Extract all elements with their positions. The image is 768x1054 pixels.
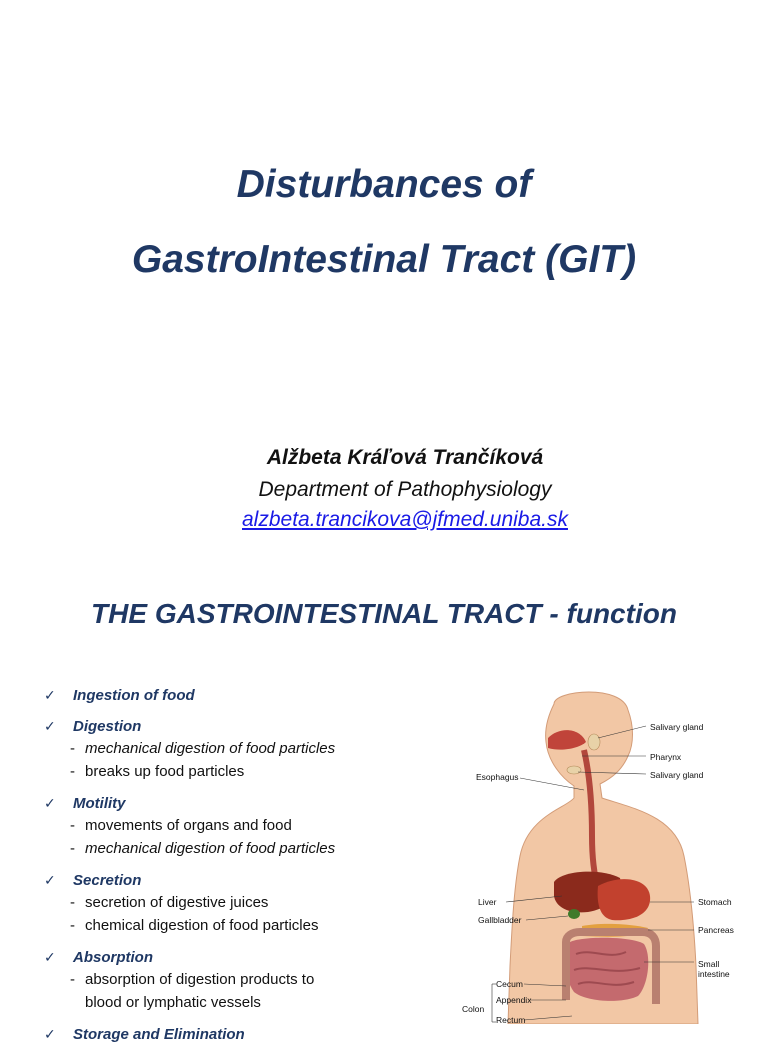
label-small-intestine-line-2: intestine: [698, 969, 730, 979]
author-name: Alžbeta Kráľová Trančíková: [266, 446, 544, 469]
function-item-absorption: [40, 946, 460, 1014]
sub-list: [40, 814, 460, 860]
author-email-link[interactable]: alzbeta.trancikova@jfmed.uniba.sk: [242, 508, 568, 531]
checkmark-icon: ✓: [44, 1025, 56, 1042]
sub-list: [40, 737, 460, 783]
function-label: Storage and Elimination: [73, 1025, 245, 1043]
label-esophagus: Esophagus: [476, 772, 519, 782]
checkmark-icon: ✓: [44, 794, 56, 811]
label-stomach: Stomach: [698, 897, 732, 907]
gallbladder-shape: [568, 909, 580, 919]
sub-item: - chemical digestion of food particles: [70, 917, 319, 934]
checkmark-icon: ✓: [44, 871, 56, 888]
label-salivary-gland-2: Salivary gland: [650, 770, 704, 780]
label-pancreas: Pancreas: [698, 925, 734, 935]
sub-list: [40, 891, 460, 937]
function-item-digestion: [40, 715, 460, 783]
author-department: Department of Pathophysiology: [258, 478, 552, 501]
section-heading: THE GASTROINTESTINAL TRACT - function: [91, 598, 677, 629]
salivary-gland-shape: [588, 734, 600, 750]
label-liver: Liver: [478, 897, 497, 907]
sub-item: - absorption of digestion products to: [70, 971, 315, 988]
digestive-system-diagram: [462, 686, 768, 1024]
label-pharynx: Pharynx: [650, 752, 682, 762]
sub-item: - secretion of digestive juices: [70, 894, 269, 911]
sub-item: - mechanical digestion of food particles: [70, 840, 336, 857]
function-item-ingestion: [40, 684, 460, 706]
sub-item: - movements of organs and food: [70, 817, 292, 834]
label-salivary-gland-1: Salivary gland: [650, 722, 704, 732]
checkmark-icon: ✓: [44, 686, 56, 703]
function-label: Digestion: [73, 717, 142, 735]
label-colon: Colon: [462, 1004, 485, 1014]
salivary-gland-shape: [567, 766, 581, 774]
checkmark-icon: ✓: [44, 948, 56, 965]
function-list: [40, 684, 460, 1054]
sub-list: [40, 968, 460, 1014]
checkmark-icon: ✓: [44, 717, 56, 734]
function-label: Absorption: [73, 948, 153, 966]
label-gallbladder: Gallbladder: [478, 915, 522, 925]
label-cecum: Cecum: [496, 979, 523, 989]
function-item-storage: [40, 1023, 460, 1045]
sub-item: blood or lymphatic vessels: [85, 994, 261, 1011]
sub-item: - breaks up food particles: [70, 763, 245, 780]
function-item-motility: [40, 792, 460, 860]
function-label: Ingestion of food: [73, 686, 195, 704]
function-label: Secretion: [73, 871, 142, 889]
function-label: Motility: [73, 794, 126, 812]
slide-title-line-1: Disturbances of: [236, 163, 532, 206]
slide-title-line-2: GastroIntestinal Tract (GIT): [131, 238, 637, 281]
label-small-intestine-line-1: Small: [698, 959, 720, 969]
function-item-secretion: [40, 869, 460, 937]
label-appendix: Appendix: [496, 995, 532, 1005]
sub-item: - mechanical digestion of food particles: [70, 740, 336, 757]
label-rectum: Rectum: [496, 1015, 526, 1024]
